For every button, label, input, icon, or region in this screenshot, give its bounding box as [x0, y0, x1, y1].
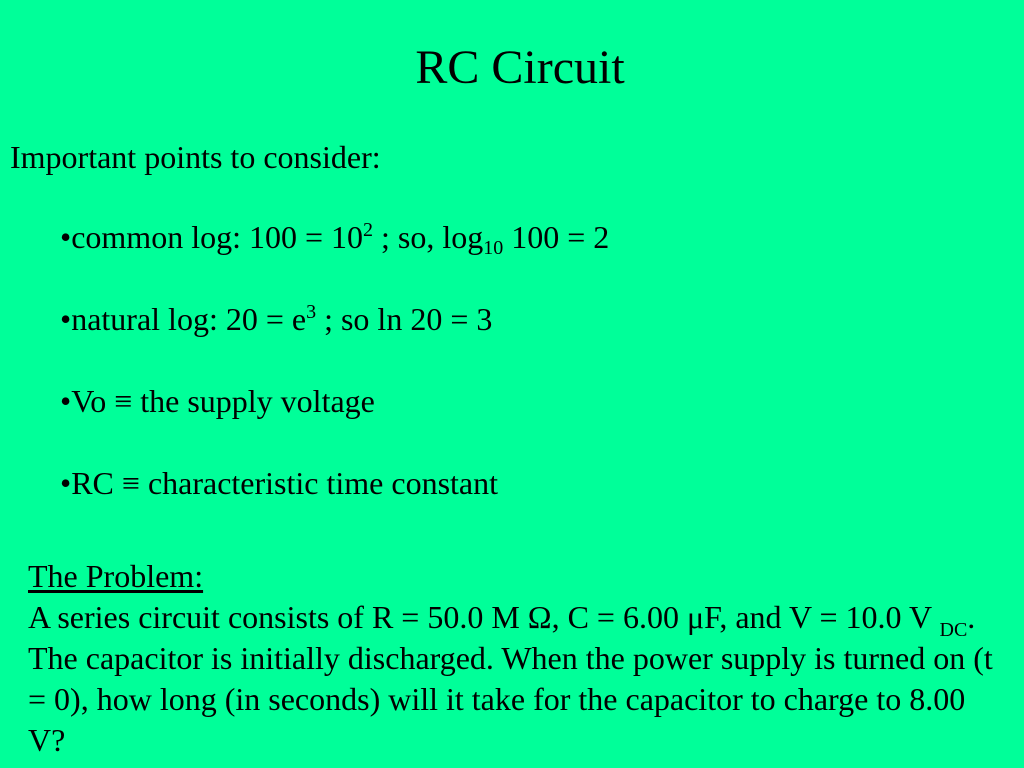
problem-text [28, 597, 1008, 761]
bullet-text: ; so ln 20 = 3 [316, 301, 493, 337]
bullet-time-constant [60, 464, 609, 502]
subscript: 10 [483, 237, 504, 259]
bullet-text: 100 = 2 [503, 219, 610, 255]
bullet-supply-voltage [60, 382, 609, 420]
bullet-text: Vo ≡ the supply voltage [71, 383, 375, 419]
intro-text: Important points to consider: [10, 139, 381, 175]
superscript: 3 [306, 301, 317, 323]
bullet-text: ; so, log [373, 219, 484, 255]
bullet-marker: • [60, 301, 72, 337]
dc-subscript: DC [939, 619, 968, 641]
bullet-text: natural log: 20 = e [71, 301, 307, 337]
bullet-marker: • [60, 383, 72, 419]
problem-section [28, 556, 1008, 761]
problem-heading: The Problem: [28, 558, 204, 594]
bullet-text: RC ≡ characteristic time constant [71, 465, 498, 501]
bullet-marker: • [60, 465, 72, 501]
problem-text-part: . The capacitor is initially discharged. When the power supply is turned on (t = 0), how long (in seconds) will it take for the capacitor to charge to 8.00 V? [28, 599, 993, 758]
bullet-text: common log: 100 = 10 [71, 219, 364, 255]
bullet-marker: • [60, 219, 72, 255]
problem-text-part: A series circuit consists of R = 50.0 M Ω, C = 6.00 μF, and V = 10.0 V [28, 599, 932, 635]
bullet-natural-log [60, 300, 609, 338]
bullet-common-log [60, 218, 610, 259]
slide-title: RC Circuit [415, 41, 625, 94]
superscript: 2 [363, 219, 374, 241]
bullet-list [60, 218, 609, 546]
